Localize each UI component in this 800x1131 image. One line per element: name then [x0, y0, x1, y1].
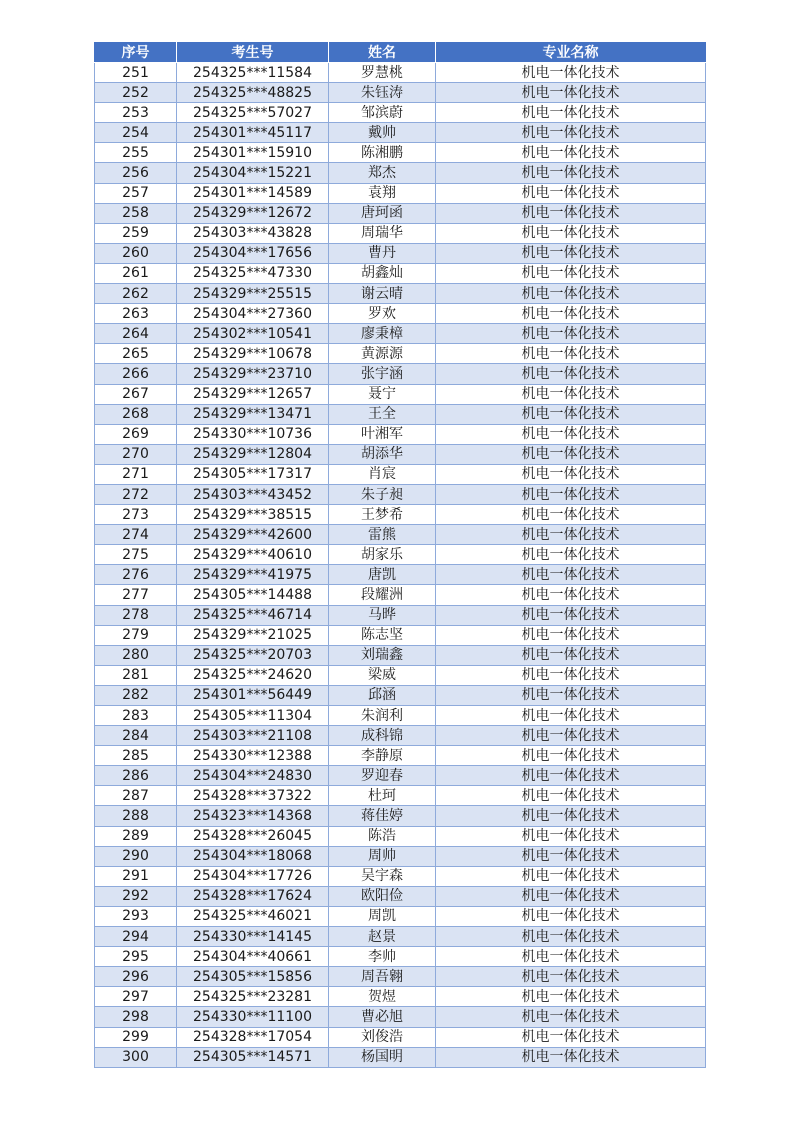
cell-exam-number: 254305***11304 — [177, 706, 329, 726]
cell-name: 廖秉樟 — [329, 324, 436, 344]
cell-major: 机电一体化技术 — [436, 223, 706, 243]
cell-exam-number: 254328***17624 — [177, 886, 329, 906]
cell-seq: 268 — [95, 404, 177, 424]
cell-name: 李帅 — [329, 947, 436, 967]
cell-seq: 299 — [95, 1027, 177, 1047]
cell-name: 罗慧桃 — [329, 63, 436, 83]
cell-exam-number: 254304***18068 — [177, 846, 329, 866]
cell-seq: 270 — [95, 444, 177, 464]
cell-name: 雷熊 — [329, 525, 436, 545]
cell-seq: 254 — [95, 123, 177, 143]
cell-name: 王梦希 — [329, 505, 436, 525]
cell-seq: 276 — [95, 565, 177, 585]
cell-name: 胡鑫灿 — [329, 263, 436, 283]
cell-major: 机电一体化技术 — [436, 967, 706, 987]
cell-name: 陈湘鹏 — [329, 143, 436, 163]
cell-name: 朱子昶 — [329, 484, 436, 504]
cell-name: 肖宸 — [329, 464, 436, 484]
cell-seq: 267 — [95, 384, 177, 404]
cell-seq: 255 — [95, 143, 177, 163]
cell-name: 邱涵 — [329, 685, 436, 705]
cell-major: 机电一体化技术 — [436, 927, 706, 947]
cell-seq: 279 — [95, 625, 177, 645]
table-row — [95, 83, 706, 103]
cell-seq: 253 — [95, 103, 177, 123]
cell-exam-number: 254329***42600 — [177, 525, 329, 545]
cell-name: 赵景 — [329, 927, 436, 947]
cell-major: 机电一体化技术 — [436, 63, 706, 83]
cell-major: 机电一体化技术 — [436, 344, 706, 364]
cell-exam-number: 254305***14571 — [177, 1047, 329, 1067]
cell-exam-number: 254329***12804 — [177, 444, 329, 464]
cell-name: 欧阳俭 — [329, 886, 436, 906]
cell-seq: 284 — [95, 726, 177, 746]
cell-name: 叶湘军 — [329, 424, 436, 444]
cell-seq: 264 — [95, 324, 177, 344]
cell-major: 机电一体化技术 — [436, 525, 706, 545]
cell-major: 机电一体化技术 — [436, 163, 706, 183]
cell-exam-number: 254329***41975 — [177, 565, 329, 585]
table-row — [95, 163, 706, 183]
cell-exam-number: 254328***17054 — [177, 1027, 329, 1047]
table-row — [95, 585, 706, 605]
cell-seq: 258 — [95, 203, 177, 223]
cell-seq: 265 — [95, 344, 177, 364]
cell-seq: 298 — [95, 1007, 177, 1027]
cell-major: 机电一体化技术 — [436, 726, 706, 746]
cell-major: 机电一体化技术 — [436, 1007, 706, 1027]
cell-name: 聂宁 — [329, 384, 436, 404]
cell-seq: 289 — [95, 826, 177, 846]
cell-name: 周吾翱 — [329, 967, 436, 987]
cell-name: 吴宇森 — [329, 866, 436, 886]
cell-major: 机电一体化技术 — [436, 585, 706, 605]
cell-name: 张宇涵 — [329, 364, 436, 384]
cell-seq: 288 — [95, 806, 177, 826]
cell-major: 机电一体化技术 — [436, 1027, 706, 1047]
cell-name: 王全 — [329, 404, 436, 424]
cell-exam-number: 254330***12388 — [177, 746, 329, 766]
cell-name: 周瑞华 — [329, 223, 436, 243]
cell-exam-number: 254330***10736 — [177, 424, 329, 444]
cell-exam-number: 254328***37322 — [177, 786, 329, 806]
cell-seq: 269 — [95, 424, 177, 444]
cell-exam-number: 254329***23710 — [177, 364, 329, 384]
table-row — [95, 1027, 706, 1047]
cell-major: 机电一体化技术 — [436, 83, 706, 103]
table-row — [95, 625, 706, 645]
cell-major: 机电一体化技术 — [436, 866, 706, 886]
table-row — [95, 203, 706, 223]
cell-major: 机电一体化技术 — [436, 766, 706, 786]
cell-seq: 266 — [95, 364, 177, 384]
table-row — [95, 706, 706, 726]
cell-exam-number: 254305***14488 — [177, 585, 329, 605]
table-row — [95, 324, 706, 344]
cell-name: 杨国明 — [329, 1047, 436, 1067]
cell-seq: 282 — [95, 685, 177, 705]
cell-seq: 300 — [95, 1047, 177, 1067]
table-row — [95, 464, 706, 484]
cell-seq: 286 — [95, 766, 177, 786]
cell-exam-number: 254301***56449 — [177, 685, 329, 705]
cell-name: 胡添华 — [329, 444, 436, 464]
table-row — [95, 344, 706, 364]
cell-name: 朱钰涛 — [329, 83, 436, 103]
cell-seq: 281 — [95, 665, 177, 685]
header-major: 专业名称 — [436, 43, 706, 63]
table-row — [95, 927, 706, 947]
table-row — [95, 906, 706, 926]
cell-major: 机电一体化技术 — [436, 404, 706, 424]
table-row — [95, 665, 706, 685]
cell-exam-number: 254303***43452 — [177, 484, 329, 504]
table-row — [95, 545, 706, 565]
cell-exam-number: 254301***45117 — [177, 123, 329, 143]
cell-exam-number: 254329***38515 — [177, 505, 329, 525]
cell-major: 机电一体化技术 — [436, 324, 706, 344]
table-row — [95, 444, 706, 464]
table-row — [95, 484, 706, 504]
cell-exam-number: 254330***14145 — [177, 927, 329, 947]
cell-name: 黄源源 — [329, 344, 436, 364]
cell-seq: 251 — [95, 63, 177, 83]
student-list-sheet — [94, 42, 705, 1068]
table-row — [95, 103, 706, 123]
cell-exam-number: 254325***57027 — [177, 103, 329, 123]
cell-exam-number: 254325***47330 — [177, 263, 329, 283]
table-row — [95, 685, 706, 705]
cell-seq: 257 — [95, 183, 177, 203]
table-body — [95, 63, 706, 1068]
cell-name: 谢云晴 — [329, 284, 436, 304]
cell-exam-number: 254304***17726 — [177, 866, 329, 886]
cell-exam-number: 254304***27360 — [177, 304, 329, 324]
table-row — [95, 947, 706, 967]
cell-seq: 263 — [95, 304, 177, 324]
cell-major: 机电一体化技术 — [436, 886, 706, 906]
cell-exam-number: 254325***20703 — [177, 645, 329, 665]
cell-exam-number: 254305***17317 — [177, 464, 329, 484]
cell-seq: 278 — [95, 605, 177, 625]
cell-major: 机电一体化技术 — [436, 746, 706, 766]
cell-seq: 271 — [95, 464, 177, 484]
table-row — [95, 63, 706, 83]
cell-major: 机电一体化技术 — [436, 826, 706, 846]
cell-major: 机电一体化技术 — [436, 123, 706, 143]
cell-seq: 297 — [95, 987, 177, 1007]
header-row — [95, 43, 706, 63]
cell-exam-number: 254329***13471 — [177, 404, 329, 424]
cell-major: 机电一体化技术 — [436, 384, 706, 404]
cell-major: 机电一体化技术 — [436, 665, 706, 685]
cell-exam-number: 254329***40610 — [177, 545, 329, 565]
cell-seq: 291 — [95, 866, 177, 886]
cell-major: 机电一体化技术 — [436, 243, 706, 263]
cell-seq: 283 — [95, 706, 177, 726]
cell-exam-number: 254325***11584 — [177, 63, 329, 83]
cell-name: 唐凯 — [329, 565, 436, 585]
cell-name: 陈浩 — [329, 826, 436, 846]
cell-major: 机电一体化技术 — [436, 906, 706, 926]
table-row — [95, 1047, 706, 1067]
cell-exam-number: 254304***24830 — [177, 766, 329, 786]
cell-seq: 252 — [95, 83, 177, 103]
table-row — [95, 605, 706, 625]
table-row — [95, 886, 706, 906]
cell-name: 唐珂函 — [329, 203, 436, 223]
table-row — [95, 806, 706, 826]
table-row — [95, 746, 706, 766]
cell-exam-number: 254304***17656 — [177, 243, 329, 263]
cell-name: 罗欢 — [329, 304, 436, 324]
table-row — [95, 826, 706, 846]
cell-seq: 260 — [95, 243, 177, 263]
table-row — [95, 645, 706, 665]
cell-exam-number: 254330***11100 — [177, 1007, 329, 1027]
cell-exam-number: 254329***21025 — [177, 625, 329, 645]
cell-major: 机电一体化技术 — [436, 706, 706, 726]
cell-major: 机电一体化技术 — [436, 846, 706, 866]
table-row — [95, 866, 706, 886]
table-row — [95, 424, 706, 444]
cell-seq: 295 — [95, 947, 177, 967]
table-row — [95, 726, 706, 746]
cell-seq: 290 — [95, 846, 177, 866]
cell-major: 机电一体化技术 — [436, 806, 706, 826]
cell-major: 机电一体化技术 — [436, 284, 706, 304]
table-row — [95, 967, 706, 987]
cell-exam-number: 254302***10541 — [177, 324, 329, 344]
cell-major: 机电一体化技术 — [436, 263, 706, 283]
cell-major: 机电一体化技术 — [436, 444, 706, 464]
cell-major: 机电一体化技术 — [436, 685, 706, 705]
cell-exam-number: 254303***43828 — [177, 223, 329, 243]
cell-exam-number: 254305***15856 — [177, 967, 329, 987]
cell-seq: 294 — [95, 927, 177, 947]
cell-name: 胡家乐 — [329, 545, 436, 565]
cell-seq: 275 — [95, 545, 177, 565]
table-row — [95, 243, 706, 263]
cell-exam-number: 254323***14368 — [177, 806, 329, 826]
cell-seq: 292 — [95, 886, 177, 906]
cell-seq: 296 — [95, 967, 177, 987]
cell-name: 马晔 — [329, 605, 436, 625]
table-row — [95, 404, 706, 424]
header-name: 姓名 — [329, 43, 436, 63]
cell-major: 机电一体化技术 — [436, 364, 706, 384]
table-row — [95, 565, 706, 585]
cell-seq: 285 — [95, 746, 177, 766]
cell-exam-number: 254329***12672 — [177, 203, 329, 223]
table-row — [95, 525, 706, 545]
cell-name: 周帅 — [329, 846, 436, 866]
cell-name: 朱润利 — [329, 706, 436, 726]
cell-major: 机电一体化技术 — [436, 505, 706, 525]
cell-exam-number: 254325***48825 — [177, 83, 329, 103]
cell-exam-number: 254304***40661 — [177, 947, 329, 967]
cell-exam-number: 254325***23281 — [177, 987, 329, 1007]
table-row — [95, 183, 706, 203]
cell-exam-number: 254301***14589 — [177, 183, 329, 203]
cell-seq: 287 — [95, 786, 177, 806]
cell-seq: 277 — [95, 585, 177, 605]
cell-name: 邹滨蔚 — [329, 103, 436, 123]
cell-seq: 293 — [95, 906, 177, 926]
cell-exam-number: 254303***21108 — [177, 726, 329, 746]
cell-exam-number: 254304***15221 — [177, 163, 329, 183]
cell-name: 蒋佳婷 — [329, 806, 436, 826]
cell-seq: 274 — [95, 525, 177, 545]
cell-major: 机电一体化技术 — [436, 625, 706, 645]
header-exam-number: 考生号 — [177, 43, 329, 63]
table-row — [95, 786, 706, 806]
table-row — [95, 284, 706, 304]
table-row — [95, 223, 706, 243]
cell-name: 戴帅 — [329, 123, 436, 143]
cell-name: 梁威 — [329, 665, 436, 685]
table-row — [95, 384, 706, 404]
cell-name: 刘俊浩 — [329, 1027, 436, 1047]
table-row — [95, 304, 706, 324]
cell-major: 机电一体化技术 — [436, 545, 706, 565]
cell-major: 机电一体化技术 — [436, 203, 706, 223]
cell-name: 陈志坚 — [329, 625, 436, 645]
cell-exam-number: 254329***25515 — [177, 284, 329, 304]
header-seq: 序号 — [95, 43, 177, 63]
cell-seq: 262 — [95, 284, 177, 304]
cell-seq: 272 — [95, 484, 177, 504]
cell-major: 机电一体化技术 — [436, 143, 706, 163]
cell-major: 机电一体化技术 — [436, 605, 706, 625]
cell-exam-number: 254329***10678 — [177, 344, 329, 364]
table-row — [95, 364, 706, 384]
cell-name: 成科锦 — [329, 726, 436, 746]
cell-exam-number: 254325***46021 — [177, 906, 329, 926]
cell-major: 机电一体化技术 — [436, 183, 706, 203]
cell-major: 机电一体化技术 — [436, 464, 706, 484]
cell-major: 机电一体化技术 — [436, 484, 706, 504]
cell-seq: 256 — [95, 163, 177, 183]
cell-major: 机电一体化技术 — [436, 424, 706, 444]
cell-major: 机电一体化技术 — [436, 987, 706, 1007]
table-row — [95, 987, 706, 1007]
cell-name: 袁翔 — [329, 183, 436, 203]
table-row — [95, 505, 706, 525]
table-row — [95, 143, 706, 163]
cell-seq: 280 — [95, 645, 177, 665]
cell-name: 贺煜 — [329, 987, 436, 1007]
cell-exam-number: 254325***24620 — [177, 665, 329, 685]
table-row — [95, 766, 706, 786]
cell-seq: 261 — [95, 263, 177, 283]
cell-exam-number: 254301***15910 — [177, 143, 329, 163]
cell-name: 郑杰 — [329, 163, 436, 183]
table-row — [95, 123, 706, 143]
cell-name: 罗迎春 — [329, 766, 436, 786]
cell-major: 机电一体化技术 — [436, 103, 706, 123]
cell-name: 曹丹 — [329, 243, 436, 263]
cell-seq: 259 — [95, 223, 177, 243]
cell-exam-number: 254328***26045 — [177, 826, 329, 846]
cell-name: 杜珂 — [329, 786, 436, 806]
cell-exam-number: 254329***12657 — [177, 384, 329, 404]
cell-seq: 273 — [95, 505, 177, 525]
cell-name: 李静原 — [329, 746, 436, 766]
cell-exam-number: 254325***46714 — [177, 605, 329, 625]
cell-name: 段耀洲 — [329, 585, 436, 605]
table-row — [95, 263, 706, 283]
cell-major: 机电一体化技术 — [436, 786, 706, 806]
cell-major: 机电一体化技术 — [436, 304, 706, 324]
cell-name: 曹必旭 — [329, 1007, 436, 1027]
table-row — [95, 1007, 706, 1027]
cell-major: 机电一体化技术 — [436, 947, 706, 967]
cell-major: 机电一体化技术 — [436, 565, 706, 585]
table-header — [95, 43, 706, 63]
cell-name: 刘瑞鑫 — [329, 645, 436, 665]
cell-major: 机电一体化技术 — [436, 1047, 706, 1067]
cell-major: 机电一体化技术 — [436, 645, 706, 665]
cell-name: 周凯 — [329, 906, 436, 926]
student-table — [94, 42, 706, 1068]
table-row — [95, 846, 706, 866]
